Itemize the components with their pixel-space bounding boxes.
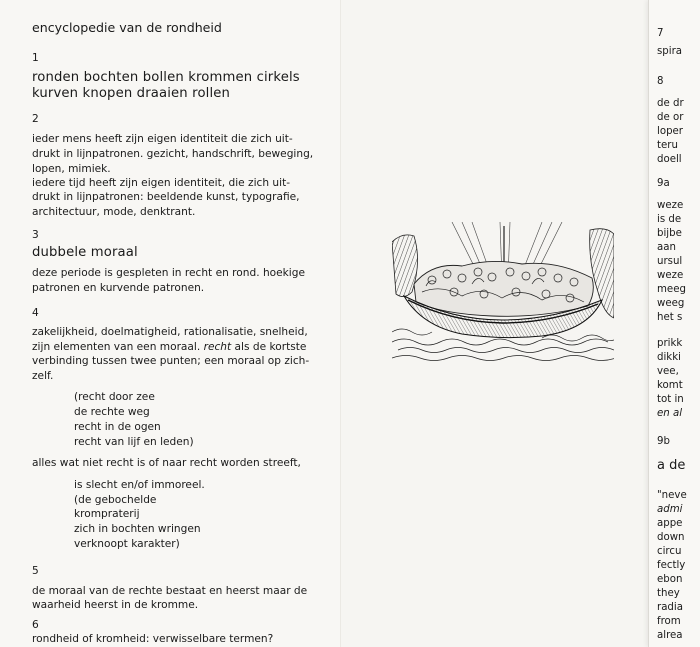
next-page-text: en al xyxy=(657,408,683,419)
next-page-edge xyxy=(648,0,700,647)
next-page-text: aan xyxy=(657,242,676,253)
quote-line: (de gebochelde xyxy=(74,494,157,506)
next-page-text: tot in xyxy=(657,394,684,405)
next-page-text: ebon xyxy=(657,574,683,585)
next-page-text: down xyxy=(657,532,685,543)
section-3-line: patronen en kurvende patronen. xyxy=(32,282,205,294)
section-3-heading: dubbele moraal xyxy=(32,245,138,260)
section-6-line: rondheid of kromheid: verwisselbare termen? xyxy=(32,633,274,645)
next-page-text: 9b xyxy=(657,436,670,447)
next-page-text: weze xyxy=(657,270,684,281)
next-page-text: teru xyxy=(657,140,678,151)
section-4-recht-italic: recht xyxy=(203,341,232,353)
next-page-text: de dr xyxy=(657,98,684,109)
section-4-middle-line: alles wat niet recht is of naar recht worden streeft, xyxy=(32,457,301,469)
quote-line: recht van lijf en leden) xyxy=(74,436,194,448)
next-page-text: 8 xyxy=(657,76,664,87)
next-page-text: meeg xyxy=(657,284,686,295)
next-page-text: 9a xyxy=(657,178,670,189)
section-number-2: 2 xyxy=(32,113,39,125)
section-4-text: als de kortste xyxy=(231,341,307,353)
next-page-text: a de xyxy=(657,458,686,473)
next-page-text: het s xyxy=(657,312,683,323)
quote-line: zich in bochten wringen xyxy=(74,523,201,535)
next-page-text: "neve xyxy=(657,490,687,501)
next-page-text: radia xyxy=(657,602,683,613)
section-1-line-2: kurven knopen draaien rollen xyxy=(32,86,231,101)
quote-line: is slecht en/of immoreel. xyxy=(74,479,205,491)
next-page-text: fectly xyxy=(657,560,686,571)
next-page-text: alrea xyxy=(657,630,683,641)
next-page-text: from xyxy=(657,616,681,627)
section-1-line-1: ronden bochten bollen krommen cirkels xyxy=(32,70,300,85)
section-number-6: 6 xyxy=(32,619,39,631)
boat-crowd-engraving-icon xyxy=(392,222,614,364)
next-page-text: de or xyxy=(657,112,684,123)
next-page-text: komt xyxy=(657,380,683,391)
section-number-3: 3 xyxy=(32,229,39,241)
next-page-text: loper xyxy=(657,126,683,137)
section-3-line: deze periode is gespleten in recht en rond. hoekige xyxy=(32,267,305,279)
next-page-text: they xyxy=(657,588,680,599)
quote-line: verknoopt karakter) xyxy=(74,538,180,550)
section-4-line: verbinding tussen twee punten; een moraal op zich- xyxy=(32,355,310,367)
next-page-text: doell xyxy=(657,154,682,165)
next-page-text: 7 xyxy=(657,28,664,39)
left-page xyxy=(0,0,340,647)
next-page-text: vee, xyxy=(657,366,679,377)
section-4-text: zijn elementen van een moraal. xyxy=(32,341,201,353)
section-2-line: drukt in lijnpatronen. gezicht, handschrift, beweging, xyxy=(32,148,314,160)
section-2-line: iedere tijd heeft zijn eigen identiteit, die zich uit- xyxy=(32,177,291,189)
next-page-text: weze xyxy=(657,200,684,211)
section-number-5: 5 xyxy=(32,565,39,577)
quote-line: de rechte weg xyxy=(74,406,150,418)
section-number-4: 4 xyxy=(32,307,39,319)
section-2-line: drukt in lijnpatronen: beeldende kunst, typografie, xyxy=(32,191,300,203)
next-page-text: admi xyxy=(657,504,683,515)
section-5-line: waarheid heerst in de kromme. xyxy=(32,599,199,611)
page-fold xyxy=(340,0,341,647)
next-page-text: is de xyxy=(657,214,682,225)
section-number-1: 1 xyxy=(32,52,39,64)
next-page-text: ursul xyxy=(657,256,683,267)
next-page-text: bijbe xyxy=(657,228,682,239)
section-2-line: architectuur, mode, denktrant. xyxy=(32,206,196,218)
next-page-text: spira xyxy=(657,46,683,57)
next-page-text: weeg xyxy=(657,298,685,309)
next-page-text: dikki xyxy=(657,352,681,363)
quote-line: (recht door zee xyxy=(74,391,155,403)
section-4-line: zakelijkheid, doelmatigheid, rationalisatie, snelheid, xyxy=(32,326,308,338)
next-page-text: appe xyxy=(657,518,683,529)
page-title: encyclopedie van de rondheid xyxy=(32,20,222,35)
section-4-line: zelf. xyxy=(32,370,54,382)
section-4-line xyxy=(32,340,306,355)
quote-line: krompraterij xyxy=(74,508,140,520)
section-5-line: de moraal van de rechte bestaat en heerst maar de xyxy=(32,585,308,597)
section-2-line: lopen, mimiek. xyxy=(32,163,111,175)
next-page-text: prikk xyxy=(657,338,683,349)
section-2-line: ieder mens heeft zijn eigen identiteit die zich uit- xyxy=(32,133,293,145)
quote-line: recht in de ogen xyxy=(74,421,161,433)
next-page-text: circu xyxy=(657,546,682,557)
